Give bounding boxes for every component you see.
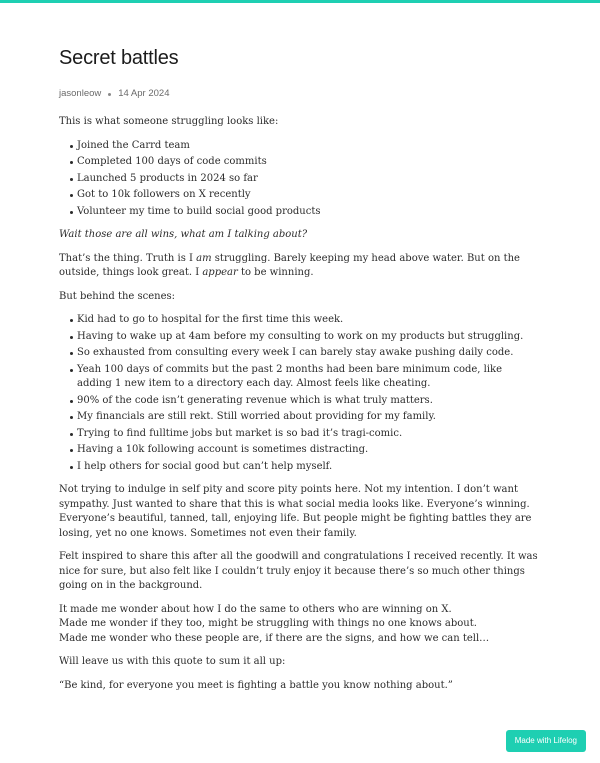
post-meta	[59, 88, 539, 100]
list-item: I help others for social good but can’t help myself.	[70, 460, 539, 475]
list-item: Got to 10k followers on X recently	[70, 188, 539, 203]
post-date: 14 Apr 2024	[118, 88, 170, 99]
list-item: Having a 10k following account is sometimes distracting.	[70, 443, 539, 458]
list-item: Launched 5 products in 2024 so far	[70, 172, 539, 187]
wins-list	[70, 139, 539, 220]
list-item: Having to wake up at 4am before my consulting to work on my products but struggling.	[70, 330, 539, 345]
post-title: Secret battles	[59, 47, 179, 69]
paragraph: But behind the scenes:	[59, 290, 176, 302]
paragraph: This is what someone struggling looks like:	[59, 116, 279, 127]
author-link[interactable]: jasonleow	[59, 88, 102, 99]
list-item: Completed 100 days of code commits	[70, 155, 539, 170]
quote: “Be kind, for everyone you meet is fighting a battle you know nothing about.”	[59, 679, 453, 691]
paragraph: That’s the thing. Truth is I am struggling. Barely keeping my head above water. But on the outside, things look great. I appear to be winning.	[59, 252, 520, 278]
top-accent-bar	[0, 0, 600, 3]
list-item: Volunteer my time to build social good products	[70, 205, 539, 220]
post-body	[59, 115, 539, 693]
article	[59, 45, 539, 702]
list-item: Trying to find fulltime jobs but market is so bad it’s tragi-comic.	[70, 427, 539, 442]
separator-dot	[108, 93, 111, 96]
list-item: Joined the Carrd team	[70, 139, 539, 154]
made-with-lifelog-badge[interactable]: Made with Lifelog	[506, 730, 586, 752]
struggles-list	[70, 313, 539, 474]
paragraph: Not trying to indulge in self pity and score pity points here. Not my intention. I don’t want sympathy. Just wanted to share that this is what social media looks like. Everyone’s winning. Everyone’s beautiful, tanned, tall, enjoying life. But people might be fighting battles they are losing, yet no one knows. Sometimes not even their family.	[59, 484, 532, 539]
paragraph: It made me wonder about how I do the same to others who are winning on X. Made me wonder if they too, might be struggling with things no one knows about. Made me wonder who these people are, if there are the signs, and how we can tell…	[59, 603, 490, 644]
list-item: So exhausted from consulting every week I can barely stay awake pushing daily code.	[70, 346, 539, 361]
paragraph: Felt inspired to share this after all the goodwill and congratulations I received recently. It was nice for sure, but also felt like I couldn’t truly enjoy it because there’s so much other things going on in the background.	[59, 551, 538, 591]
list-item: Yeah 100 days of commits but the past 2 months had been bare minimum code, like adding 1 new item to a directory each day. Almost feels like cheating.	[70, 363, 539, 392]
paragraph: Will leave us with this quote to sum it all up:	[59, 656, 286, 667]
paragraph-italic: Wait those are all wins, what am I talking about?	[59, 229, 308, 240]
list-item: My financials are still rekt. Still worried about providing for my family.	[70, 410, 539, 425]
list-item: Kid had to go to hospital for the first time this week.	[70, 313, 539, 328]
list-item: 90% of the code isn’t generating revenue which is what truly matters.	[70, 394, 539, 409]
